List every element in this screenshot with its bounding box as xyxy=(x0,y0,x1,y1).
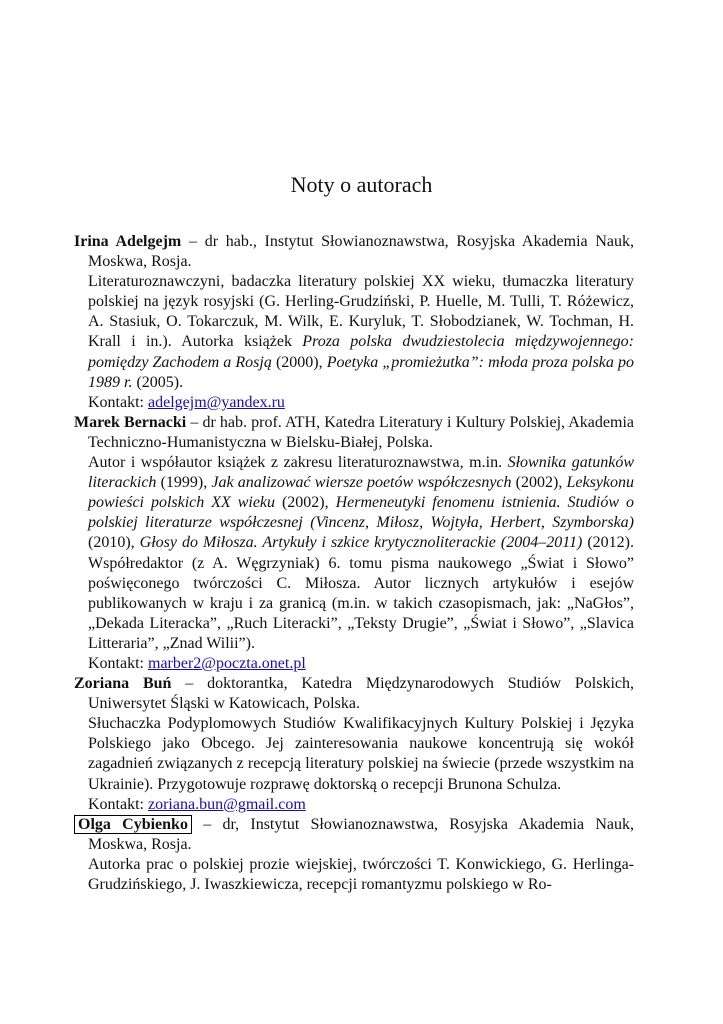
bio-text: (2005). xyxy=(132,373,184,391)
author-entry-cybienko xyxy=(74,815,634,895)
bio-text: Literaturoznawczyni, badaczka literatury polskiej XX wieku, tłumaczka literatury polskiej na język rosyjski (G. Herling-Grudziński, P. Huelle, M. Tulli, T. Różewicz, A. Stasiuk, O. Tokarczuk, M. Wilk, E. Kuryluk, T. Słobodzianek, W. Tochman, H. Krall i in.). Autorka książek xyxy=(88,273,634,351)
author-heading xyxy=(74,674,634,714)
email-link[interactable]: zoriana.bun@gmail.com xyxy=(148,795,306,813)
author-affiliation: – dr hab. prof. ATH, Katedra Literatury i Kultury Polskiej, Akademia Techniczno-Humanistyczna w Bielsku-Białej, Polska. xyxy=(88,413,635,451)
author-contact xyxy=(74,654,634,674)
author-entry-bernacki xyxy=(74,413,634,674)
author-name: Irina Adelgejm xyxy=(74,233,182,250)
bio-text: (2002), xyxy=(275,494,336,512)
book-title: Hermeneutyki fenomenu istnienia. Studiów o polskiej literaturze współczesnej (Vincenz, Miłosz, Wojtyła, Herbert, Szymborska) xyxy=(88,494,635,532)
book-title: Proza polska dwudziestolecia międzywojennego: pomiędzy Zachodem a Rosją xyxy=(88,333,634,371)
bio-text: (2002), xyxy=(511,474,567,492)
author-heading xyxy=(74,815,634,855)
author-affiliation: – doktorantka, Katedra Międzynarodowych Studiów Polskich, Uniwersytet Śląski w Katowicach, Polska. xyxy=(88,675,635,713)
author-bio xyxy=(74,272,634,393)
contact-label: Kontakt: xyxy=(88,393,144,411)
author-affiliation: – dr, Instytut Słowianoznawstwa, Rosyjska Akademia Nauk, Moskwa, Rosja. xyxy=(88,815,634,853)
book-title: Głosy do Miłosza. Artykuły i szkice krytycznoliterackie (2004–2011) xyxy=(139,534,583,552)
email-link[interactable]: adelgejm@yandex.ru xyxy=(148,393,285,411)
author-name-selected[interactable]: Olga Cybienko xyxy=(74,815,192,834)
author-notes xyxy=(74,232,634,895)
author-contact xyxy=(74,795,634,815)
author-name: Zoriana Buń xyxy=(74,675,172,693)
author-name: Marek Bernacki xyxy=(74,413,187,431)
bio-text: (2010), xyxy=(88,534,140,552)
author-bio: Autorka prac o polskiej prozie wiejskiej, twórczości T. Konwickiego, G. Herlinga-Grudzińskiego, J. Iwaszkiewicza, recepcji romantyzmu polskiego w Ro- xyxy=(88,855,634,893)
bio-text: (1999), xyxy=(156,474,212,492)
contact-label: Kontakt: xyxy=(88,795,144,813)
author-entry-bun xyxy=(74,674,634,815)
bio-text: (2000), xyxy=(271,353,327,371)
book-title: Jak analizować wiersze poetów współczesnych xyxy=(211,474,512,492)
book-title: Poetyka „promieżutka”: młoda proza polska po 1989 r. xyxy=(88,353,634,391)
bio-text: (2012). Współredaktor (z A. Węgrzyniak) 6. tomu pisma naukowego „Świat i Słowo” poświęconego twórczości C. Miłosza. Autor licznych artykułów i esejów publikowanych w kraju i za granicą (m.in. w takich czasopismach, jak: „NaGłos”, „Dekada Literacka”, „Ruch Literacki”, „Teksty Drugie”, „Świat i Słowo”, „Slavica Litteraria”, „Znad Wilii”). xyxy=(88,534,635,652)
author-contact xyxy=(74,393,634,413)
author-entry-adelgejm xyxy=(74,232,634,413)
author-affiliation: – dr hab., Instytut Słowianoznawstwa, Rosyjska Akademia Nauk, Moskwa, Rosja. xyxy=(88,233,635,271)
author-bio: Słuchaczka Podyplomowych Studiów Kwalifikacyjnych Kultury Polskiej i Języka Polskiego jako Obcego. Jej zainteresowania naukowe koncentrują się wokół zagadnień związanych z recepcją literatury polskiej na świecie (przede wszystkim na Ukrainie). Przygotowuje rozprawę doktorską o recepcji Brunona Schulza. xyxy=(88,715,634,793)
page-title: Noty o autorach xyxy=(290,172,433,197)
author-heading xyxy=(74,232,634,272)
bio-text: Autor i współautor książek z zakresu literaturoznawstwa, m.in. xyxy=(88,454,508,472)
email-link[interactable]: marber2@poczta.onet.pl xyxy=(148,654,306,672)
contact-label: Kontakt: xyxy=(88,654,144,672)
book-title: Słownika gatunków literackich xyxy=(88,454,634,492)
book-title: Leksykonu powieści polskich XX wieku xyxy=(88,474,635,512)
author-heading xyxy=(74,413,634,453)
author-bio xyxy=(74,453,634,654)
